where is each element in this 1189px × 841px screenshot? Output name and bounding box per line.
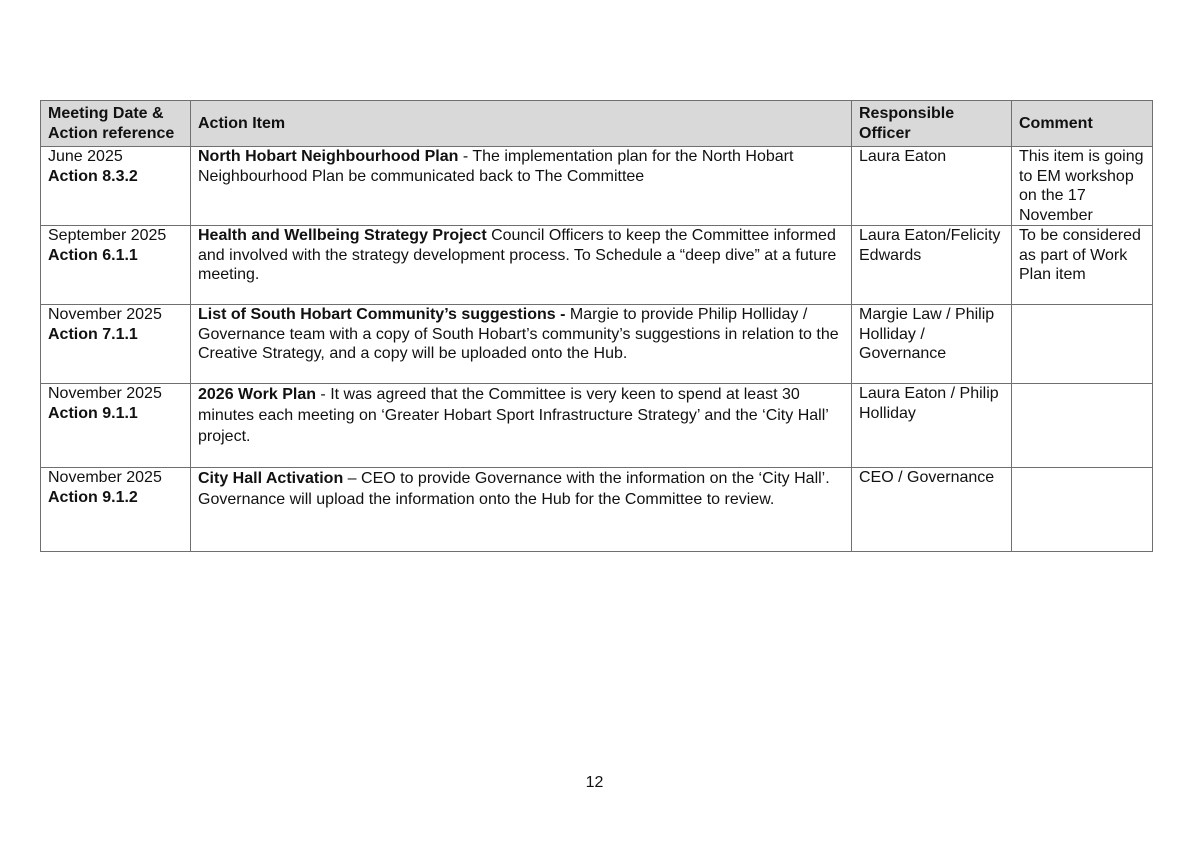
action-item-cell <box>191 468 852 552</box>
table-row <box>41 468 1153 552</box>
table-row <box>41 305 1153 384</box>
action-title: List of South Hobart Community’s suggestions - <box>198 306 570 323</box>
responsible-officer-cell: Margie Law / Philip Holliday / Governance <box>852 305 1012 384</box>
table-row <box>41 147 1153 226</box>
action-description: Margie to provide Philip Holliday / Governance team with a copy of South Hobart’s community’s suggestions in relation to the Creative Strategy, and a copy will be uploaded onto the Hub. <box>198 306 839 362</box>
action-item-cell <box>191 226 852 305</box>
page-number: 12 <box>585 774 604 791</box>
action-title: 2026 Work Plan <box>198 386 316 403</box>
comment-cell <box>1012 384 1153 468</box>
meeting-date: September 2025 <box>48 227 167 244</box>
meeting-date: November 2025 <box>48 385 162 402</box>
comment-cell <box>1012 305 1153 384</box>
comment-cell: This item is going to EM workshop on the 17 November <box>1012 147 1153 226</box>
action-description: – CEO to provide Governance with the information on the ‘City Hall’. Governance will upload the information onto the Hub for the Committee to review. <box>198 470 830 508</box>
action-reference: Action 9.1.2 <box>48 488 138 506</box>
table-row <box>41 226 1153 305</box>
meeting-date: June 2025 <box>48 148 123 165</box>
action-title: North Hobart Neighbourhood Plan <box>198 148 459 165</box>
action-item-cell <box>191 305 852 384</box>
meeting-date-cell <box>41 147 191 226</box>
header-comment: Comment <box>1012 101 1153 147</box>
action-title: Health and Wellbeing Strategy Project <box>198 227 487 244</box>
action-reference: Action 7.1.1 <box>48 325 138 343</box>
action-reference: Action 8.3.2 <box>48 167 138 185</box>
responsible-officer-cell: CEO / Governance <box>852 468 1012 552</box>
comment-cell: To be considered as part of Work Plan item <box>1012 226 1153 305</box>
responsible-officer-cell: Laura Eaton <box>852 147 1012 226</box>
action-item-cell <box>191 384 852 468</box>
action-description: Council Officers to keep the Committee informed and involved with the strategy development process. To Schedule a “deep dive” at a future meeting. <box>198 227 837 283</box>
comment-cell <box>1012 468 1153 552</box>
meeting-date-cell <box>41 305 191 384</box>
responsible-officer-cell: Laura Eaton/Felicity Edwards <box>852 226 1012 305</box>
meeting-date: November 2025 <box>48 469 162 486</box>
action-items-table <box>40 100 1153 552</box>
table-header-row <box>41 101 1153 147</box>
meeting-date-cell <box>41 226 191 305</box>
responsible-officer-cell: Laura Eaton / Philip Holliday <box>852 384 1012 468</box>
action-description: - The implementation plan for the North Hobart Neighbourhood Plan be communicated back to The Committee <box>198 148 794 185</box>
action-item-cell <box>191 147 852 226</box>
action-title: City Hall Activation <box>198 470 344 487</box>
header-meeting-date: Meeting Date & Action reference <box>41 101 191 147</box>
meeting-date-cell <box>41 384 191 468</box>
meeting-date: November 2025 <box>48 306 162 323</box>
action-reference: Action 6.1.1 <box>48 246 138 264</box>
header-action-item: Action Item <box>191 101 852 147</box>
header-responsible-officer: Responsible Officer <box>852 101 1012 147</box>
table-row <box>41 384 1153 468</box>
meeting-date-cell <box>41 468 191 552</box>
action-reference: Action 9.1.1 <box>48 404 138 422</box>
action-description: - It was agreed that the Committee is very keen to spend at least 30 minutes each meeting on ‘Greater Hobart Sport Infrastructure Strategy’ and the ‘City Hall’ project. <box>198 386 829 445</box>
